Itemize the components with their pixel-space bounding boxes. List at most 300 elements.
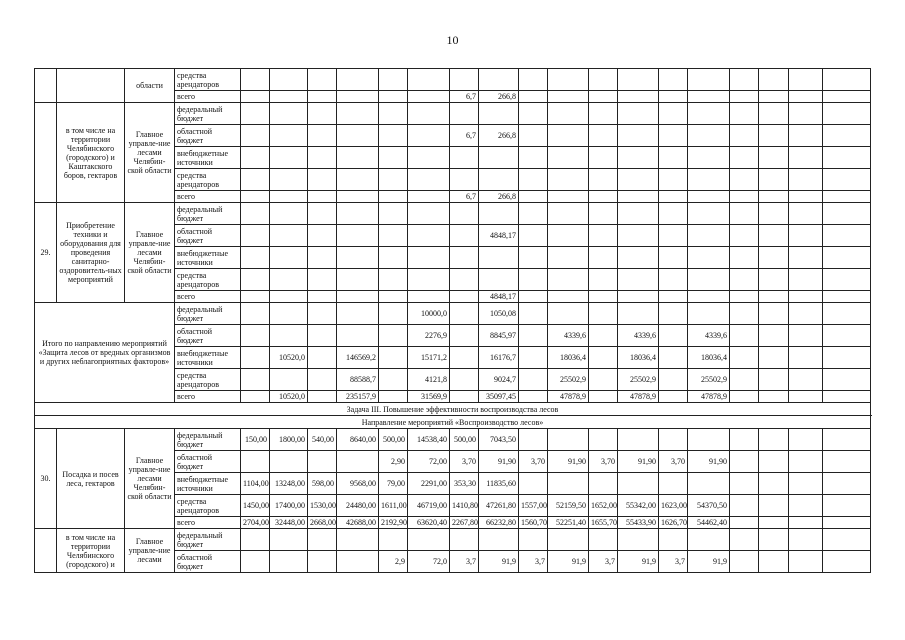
row-number: 30.	[35, 429, 57, 529]
value-cell	[618, 225, 659, 247]
value-cell	[241, 369, 270, 391]
value-cell: 500,00	[450, 429, 479, 451]
value-cell	[479, 103, 519, 125]
value-cell	[337, 69, 379, 91]
value-cell	[337, 303, 379, 325]
value-cell	[823, 247, 871, 269]
value-cell	[659, 325, 688, 347]
value-cell	[823, 203, 871, 225]
value-cell	[823, 269, 871, 291]
value-cell	[479, 169, 519, 191]
value-cell	[308, 391, 337, 403]
funding-source: областной бюджет	[175, 125, 241, 147]
value-cell	[688, 203, 730, 225]
page-number: 10	[446, 33, 459, 47]
funding-source: средства арендаторов	[175, 169, 241, 191]
value-cell: 91,9	[618, 551, 659, 573]
funding-source: внебюджетные источники	[175, 347, 241, 369]
value-cell	[379, 169, 408, 191]
value-cell	[759, 529, 789, 551]
value-cell	[408, 103, 450, 125]
value-cell	[589, 303, 618, 325]
value-cell	[308, 529, 337, 551]
value-cell: 4121,8	[408, 369, 450, 391]
value-cell: 13248,00	[270, 473, 308, 495]
value-cell	[270, 203, 308, 225]
value-cell	[589, 369, 618, 391]
value-cell	[789, 391, 823, 403]
value-cell: 18036,4	[618, 347, 659, 369]
value-cell: 1104,00	[241, 473, 270, 495]
value-cell	[241, 169, 270, 191]
value-cell	[337, 291, 379, 303]
value-cell	[479, 529, 519, 551]
value-cell	[308, 91, 337, 103]
value-cell: 42688,00	[337, 517, 379, 529]
value-cell: 3,7	[659, 551, 688, 573]
executor-name: области	[125, 69, 175, 103]
value-cell	[519, 291, 548, 303]
value-cell	[659, 169, 688, 191]
value-cell	[308, 191, 337, 203]
value-cell	[548, 91, 589, 103]
value-cell	[730, 429, 759, 451]
value-cell: 32448,00	[270, 517, 308, 529]
value-cell	[408, 69, 450, 91]
value-cell	[618, 191, 659, 203]
value-cell	[823, 103, 871, 125]
value-cell	[730, 69, 759, 91]
value-cell: 91,90	[688, 451, 730, 473]
value-cell	[270, 191, 308, 203]
value-cell: 47878,9	[688, 391, 730, 403]
value-cell	[730, 517, 759, 529]
value-cell: 24480,00	[337, 495, 379, 517]
value-cell: 63620,40	[408, 517, 450, 529]
value-cell	[308, 225, 337, 247]
value-cell: 46719,00	[408, 495, 450, 517]
value-cell: 1800,00	[270, 429, 308, 451]
value-cell	[270, 147, 308, 169]
value-cell: 1530,00	[308, 495, 337, 517]
value-cell: 72,0	[408, 551, 450, 573]
value-cell	[308, 551, 337, 573]
value-cell	[241, 247, 270, 269]
value-cell	[759, 495, 789, 517]
value-cell	[789, 451, 823, 473]
value-cell: 1611,00	[379, 495, 408, 517]
value-cell: 1557,00	[519, 495, 548, 517]
value-cell	[730, 473, 759, 495]
value-cell	[823, 303, 871, 325]
value-cell	[589, 473, 618, 495]
value-cell	[337, 103, 379, 125]
funding-source: всего	[175, 191, 241, 203]
value-cell: 598,00	[308, 473, 337, 495]
value-cell	[730, 225, 759, 247]
value-cell	[688, 303, 730, 325]
value-cell: 10520,0	[270, 347, 308, 369]
table-row	[35, 529, 871, 551]
value-cell: 10000,0	[408, 303, 450, 325]
value-cell	[450, 169, 479, 191]
value-cell	[659, 303, 688, 325]
value-cell: 16176,7	[479, 347, 519, 369]
value-cell	[450, 147, 479, 169]
value-cell	[589, 125, 618, 147]
value-cell	[759, 291, 789, 303]
value-cell: 55342,00	[618, 495, 659, 517]
value-cell	[519, 91, 548, 103]
executor-name: Главное управле-ние лесами Челябин-ской области	[125, 203, 175, 303]
executor-name: Главное управле-ние лесами Челябин-ской области	[125, 103, 175, 203]
program-name: в том числе на территории Челябинского (городского) и	[57, 529, 125, 573]
value-cell	[730, 103, 759, 125]
value-cell	[789, 429, 823, 451]
value-cell	[450, 391, 479, 403]
value-cell: 4339,6	[548, 325, 589, 347]
value-cell	[337, 169, 379, 191]
value-cell: 47878,9	[548, 391, 589, 403]
value-cell	[589, 347, 618, 369]
group-label: Итого по направлению мероприятий «Защита лесов от вредных организмов и других неблагоприятных факторов»	[35, 303, 175, 403]
value-cell	[688, 69, 730, 91]
value-cell: 500,00	[379, 429, 408, 451]
value-cell	[688, 473, 730, 495]
value-cell	[730, 125, 759, 147]
value-cell	[659, 429, 688, 451]
value-cell	[450, 69, 479, 91]
value-cell	[379, 291, 408, 303]
table-row	[35, 103, 871, 125]
task-heading: Задача III. Повышение эффективности воспроизводства лесов	[35, 403, 871, 416]
value-cell	[450, 303, 479, 325]
value-cell	[241, 291, 270, 303]
value-cell	[730, 495, 759, 517]
value-cell	[270, 69, 308, 91]
value-cell	[519, 473, 548, 495]
value-cell	[270, 247, 308, 269]
value-cell	[659, 347, 688, 369]
funding-source: внебюджетные источники	[175, 473, 241, 495]
direction-heading: Направление мероприятий «Воспроизводство лесов»	[35, 416, 871, 429]
value-cell	[789, 91, 823, 103]
value-cell	[450, 247, 479, 269]
value-cell	[618, 203, 659, 225]
value-cell	[618, 269, 659, 291]
value-cell	[688, 529, 730, 551]
value-cell	[589, 529, 618, 551]
value-cell	[618, 147, 659, 169]
value-cell	[730, 169, 759, 191]
value-cell	[408, 91, 450, 103]
value-cell	[823, 391, 871, 403]
value-cell: 1623,00	[659, 495, 688, 517]
value-cell	[270, 225, 308, 247]
value-cell	[589, 203, 618, 225]
value-cell: 3,7	[450, 551, 479, 573]
value-cell	[659, 191, 688, 203]
value-cell: 91,9	[548, 551, 589, 573]
value-cell	[519, 203, 548, 225]
value-cell	[659, 473, 688, 495]
value-cell	[241, 551, 270, 573]
value-cell	[548, 247, 589, 269]
value-cell: 4339,6	[618, 325, 659, 347]
value-cell	[688, 147, 730, 169]
value-cell	[589, 225, 618, 247]
value-cell: 79,00	[379, 473, 408, 495]
value-cell	[789, 325, 823, 347]
value-cell	[308, 369, 337, 391]
value-cell	[759, 169, 789, 191]
value-cell	[308, 303, 337, 325]
section-banner	[35, 416, 871, 429]
value-cell	[337, 191, 379, 203]
value-cell	[548, 269, 589, 291]
program-name: Приобретение техники и оборудования для проведения санитарно-оздоровитель-ных мероприятий	[57, 203, 125, 303]
value-cell	[659, 225, 688, 247]
value-cell	[688, 91, 730, 103]
value-cell	[337, 147, 379, 169]
value-cell	[659, 269, 688, 291]
value-cell	[789, 291, 823, 303]
value-cell	[789, 303, 823, 325]
value-cell: 1450,00	[241, 495, 270, 517]
value-cell	[241, 269, 270, 291]
value-cell: 150,00	[241, 429, 270, 451]
value-cell	[241, 529, 270, 551]
value-cell	[337, 269, 379, 291]
value-cell	[823, 451, 871, 473]
value-cell	[519, 269, 548, 291]
value-cell	[379, 303, 408, 325]
value-cell	[730, 91, 759, 103]
value-cell	[789, 551, 823, 573]
value-cell	[308, 203, 337, 225]
value-cell	[730, 191, 759, 203]
value-cell	[759, 103, 789, 125]
value-cell	[519, 225, 548, 247]
value-cell	[241, 303, 270, 325]
value-cell: 2267,80	[450, 517, 479, 529]
value-cell: 72,00	[408, 451, 450, 473]
executor-name: Главное управле-ние лесами Челябин-ской области	[125, 429, 175, 529]
value-cell	[823, 69, 871, 91]
funding-source: федеральный бюджет	[175, 303, 241, 325]
value-cell: 66232,80	[479, 517, 519, 529]
value-cell	[450, 529, 479, 551]
value-cell	[759, 325, 789, 347]
value-cell	[548, 69, 589, 91]
value-cell	[789, 169, 823, 191]
value-cell	[823, 291, 871, 303]
value-cell	[759, 451, 789, 473]
value-cell: 88588,7	[337, 369, 379, 391]
value-cell	[589, 269, 618, 291]
value-cell	[789, 191, 823, 203]
value-cell	[589, 169, 618, 191]
value-cell	[789, 125, 823, 147]
value-cell	[308, 347, 337, 369]
value-cell: 91,90	[479, 451, 519, 473]
value-cell	[519, 369, 548, 391]
value-cell	[308, 147, 337, 169]
value-cell	[589, 429, 618, 451]
value-cell	[519, 347, 548, 369]
value-cell	[589, 291, 618, 303]
value-cell: 91,9	[479, 551, 519, 573]
value-cell: 1050,08	[479, 303, 519, 325]
value-cell	[241, 147, 270, 169]
value-cell	[759, 191, 789, 203]
value-cell	[519, 325, 548, 347]
value-cell: 52251,40	[548, 517, 589, 529]
value-cell	[241, 225, 270, 247]
value-cell	[823, 325, 871, 347]
value-cell	[659, 125, 688, 147]
value-cell	[379, 529, 408, 551]
value-cell	[823, 529, 871, 551]
value-cell	[337, 247, 379, 269]
value-cell	[308, 451, 337, 473]
value-cell: 353,30	[450, 473, 479, 495]
value-cell	[618, 125, 659, 147]
value-cell: 91,90	[618, 451, 659, 473]
budget-table	[34, 68, 871, 573]
value-cell: 540,00	[308, 429, 337, 451]
value-cell	[479, 269, 519, 291]
value-cell	[379, 147, 408, 169]
value-cell	[519, 303, 548, 325]
value-cell: 8640,00	[337, 429, 379, 451]
funding-source: областной бюджет	[175, 225, 241, 247]
value-cell	[308, 325, 337, 347]
value-cell	[548, 103, 589, 125]
value-cell	[379, 247, 408, 269]
value-cell	[789, 203, 823, 225]
value-cell	[618, 103, 659, 125]
value-cell	[337, 225, 379, 247]
value-cell	[408, 225, 450, 247]
value-cell	[337, 451, 379, 473]
value-cell	[408, 191, 450, 203]
value-cell: 4848,17	[479, 291, 519, 303]
value-cell: 6,7	[450, 125, 479, 147]
value-cell	[379, 203, 408, 225]
value-cell	[789, 473, 823, 495]
funding-source: федеральный бюджет	[175, 203, 241, 225]
value-cell	[759, 517, 789, 529]
value-cell	[308, 247, 337, 269]
value-cell	[789, 369, 823, 391]
funding-source: федеральный бюджет	[175, 529, 241, 551]
value-cell	[450, 103, 479, 125]
value-cell	[241, 451, 270, 473]
value-cell	[589, 247, 618, 269]
value-cell	[450, 325, 479, 347]
value-cell: 52159,50	[548, 495, 589, 517]
funding-source: всего	[175, 291, 241, 303]
value-cell	[548, 429, 589, 451]
value-cell	[759, 125, 789, 147]
value-cell: 18036,4	[688, 347, 730, 369]
value-cell	[548, 147, 589, 169]
value-cell	[730, 369, 759, 391]
value-cell: 3,70	[589, 451, 618, 473]
value-cell	[759, 303, 789, 325]
value-cell: 146569,2	[337, 347, 379, 369]
value-cell	[548, 473, 589, 495]
value-cell	[241, 391, 270, 403]
value-cell	[270, 91, 308, 103]
funding-source: средства арендаторов	[175, 369, 241, 391]
value-cell	[379, 103, 408, 125]
value-cell	[589, 91, 618, 103]
value-cell: 3,7	[589, 551, 618, 573]
funding-source: всего	[175, 517, 241, 529]
value-cell	[408, 169, 450, 191]
value-cell	[589, 391, 618, 403]
value-cell	[241, 191, 270, 203]
value-cell	[659, 103, 688, 125]
value-cell	[408, 269, 450, 291]
table-row	[35, 429, 871, 451]
value-cell	[337, 529, 379, 551]
value-cell	[308, 169, 337, 191]
value-cell	[308, 69, 337, 91]
value-cell	[408, 125, 450, 147]
value-cell	[519, 103, 548, 125]
value-cell: 25502,9	[548, 369, 589, 391]
value-cell	[730, 325, 759, 347]
value-cell	[618, 529, 659, 551]
value-cell: 55433,90	[618, 517, 659, 529]
value-cell	[688, 247, 730, 269]
table-row	[35, 203, 871, 225]
value-cell	[789, 347, 823, 369]
value-cell	[730, 551, 759, 573]
value-cell	[408, 147, 450, 169]
value-cell	[759, 225, 789, 247]
value-cell	[688, 291, 730, 303]
value-cell	[337, 91, 379, 103]
funding-source: областной бюджет	[175, 551, 241, 573]
value-cell	[789, 495, 823, 517]
section-banner	[35, 403, 871, 416]
row-number: 29.	[35, 203, 57, 303]
value-cell: 266,8	[479, 91, 519, 103]
value-cell	[379, 69, 408, 91]
executor-name: Главное управле-ние лесами	[125, 529, 175, 573]
value-cell	[379, 191, 408, 203]
value-cell	[789, 529, 823, 551]
funding-source: федеральный бюджет	[175, 103, 241, 125]
value-cell	[519, 191, 548, 203]
value-cell	[479, 147, 519, 169]
value-cell: 54462,40	[688, 517, 730, 529]
value-cell	[823, 147, 871, 169]
value-cell: 47261,80	[479, 495, 519, 517]
value-cell: 4848,17	[479, 225, 519, 247]
value-cell: 47878,9	[618, 391, 659, 403]
value-cell	[270, 169, 308, 191]
value-cell	[789, 103, 823, 125]
value-cell	[730, 529, 759, 551]
value-cell: 11835,60	[479, 473, 519, 495]
value-cell: 6,7	[450, 191, 479, 203]
value-cell	[519, 247, 548, 269]
